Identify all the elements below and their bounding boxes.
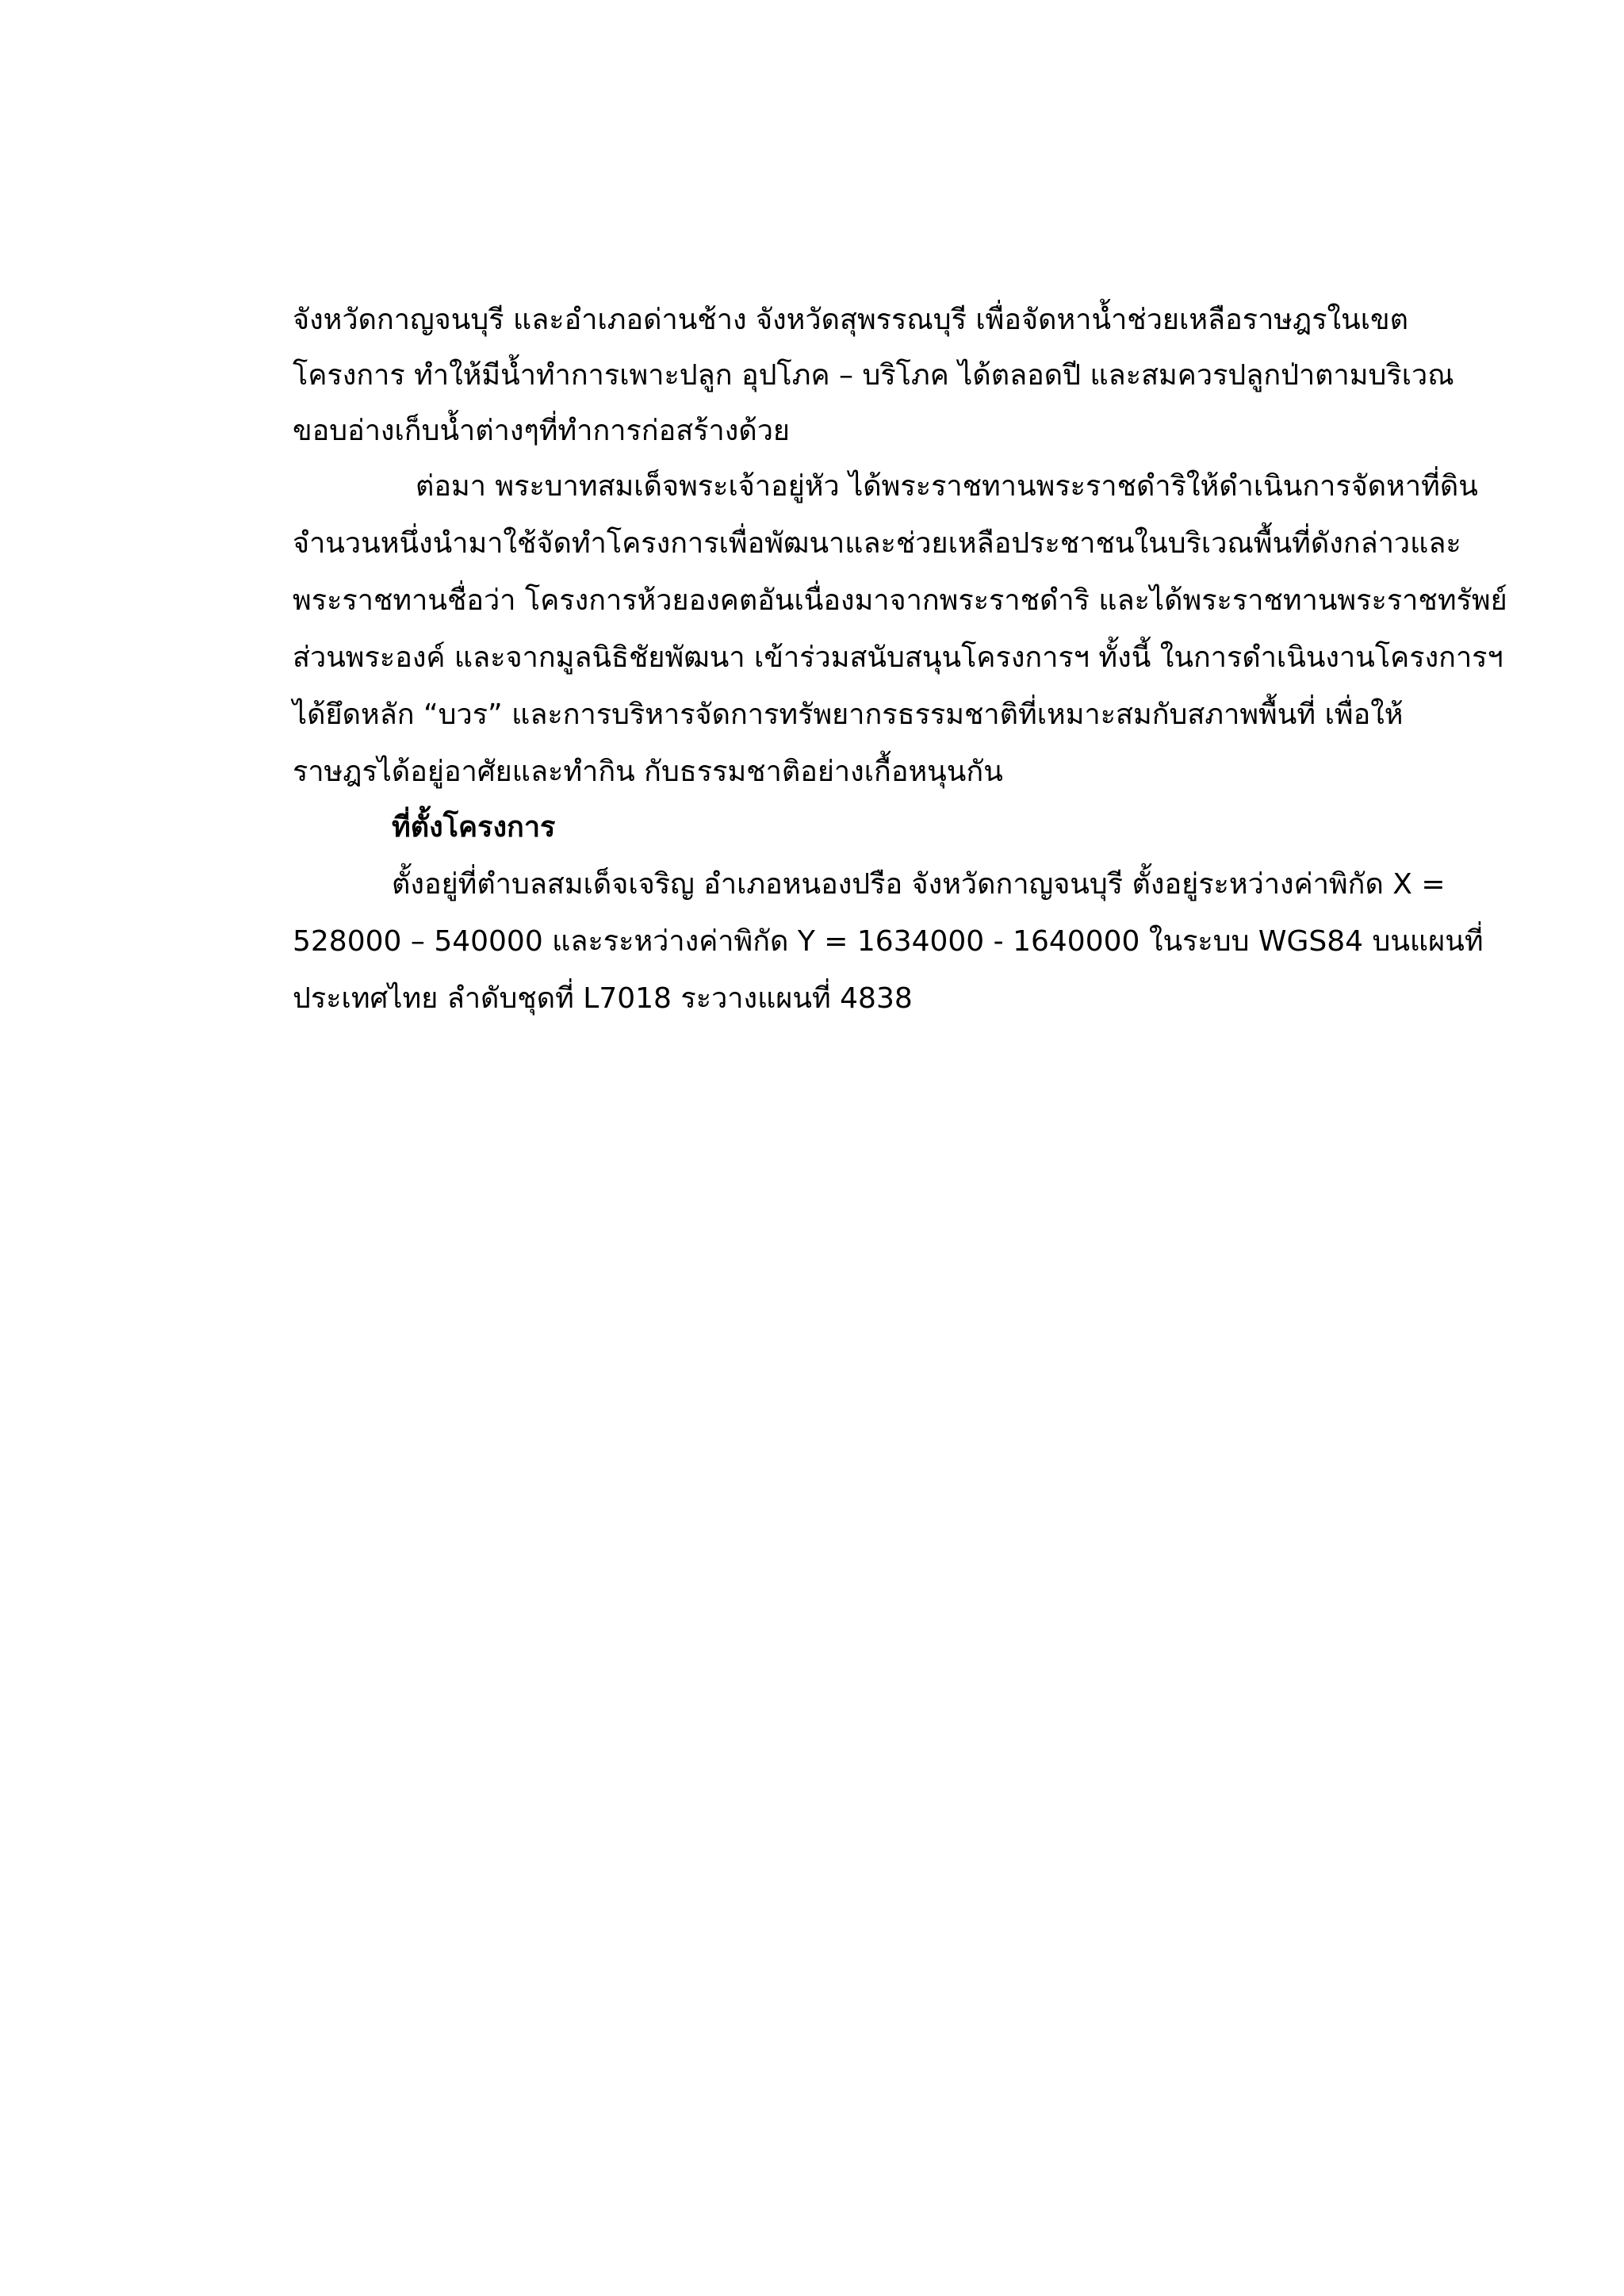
paragraph-line: ต่อมา พระบาทสมเด็จพระเจ้าอยู่หัว ได้พระราชทานพระราชดำริให้ดำเนินการจัดหาที่ดิน — [416, 470, 1478, 503]
paragraph-line: จำนวนหนึ่งนำมาใช้จัดทำโครงการเพื่อพัฒนาและช่วยเหลือประชาชนในบริเวณพื้นที่ดังกล่าวและ — [293, 527, 1461, 560]
location-line: 528000 – 540000 และระหว่างค่าพิกัด Y = 1634000 - 1640000 ในระบบ WGS84 บนแผนที่ — [293, 925, 1484, 958]
paragraph-line: โครงการ ทำให้มีน้ำทำการเพาะปลูก อุปโภค – บริโภค ได้ตลอดปี และสมควรปลูกป่าตามบริเวณ — [293, 359, 1454, 392]
paragraph-line: ขอบอ่างเก็บน้ำต่างๆที่ทำการก่อสร้างด้วย — [293, 415, 791, 447]
location-line: ตั้งอยู่ที่ตำบลสมเด็จเจริญ อำเภอหนองปรือ จังหวัดกาญจนบุรี ตั้งอยู่ระหว่างค่าพิกัด X = — [392, 868, 1446, 901]
paragraph-line: ส่วนพระองค์ และจากมูลนิธิชัยพัฒนา เข้าร่วมสนับสนุนโครงการฯ ทั้งนี้ ในการดำเนินงานโครงการฯ — [293, 641, 1503, 674]
paragraph-line: จังหวัดกาญจนบุรี และอำเภอด่านช้าง จังหวัดสุพรรณบุรี เพื่อจัดหาน้ำช่วยเหลือราษฎรในเขต — [293, 304, 1409, 336]
paragraph-line: ราษฎรได้อยู่อาศัยและทำกิน กับธรรมชาติอย่างเกื้อหนุนกัน — [293, 756, 1003, 788]
paragraph-line: พระราชทานชื่อว่า โครงการห้วยองคตอันเนื่องมาจากพระราชดำริ และได้พระราชทานพระราชทรัพย์ — [293, 584, 1507, 617]
location-line: ประเทศไทย ลำดับชุดที่ L7018 ระวางแผนที่ 4838 — [293, 982, 913, 1015]
section-heading: ที่ตั้งโครงการ — [392, 811, 556, 844]
paragraph-line: ได้ยึดหลัก “บวร” และการบริหารจัดการทรัพยากรธรรมชาติที่เหมาะสมกับสภาพพื้นที่ เพื่อให้ — [293, 698, 1404, 731]
